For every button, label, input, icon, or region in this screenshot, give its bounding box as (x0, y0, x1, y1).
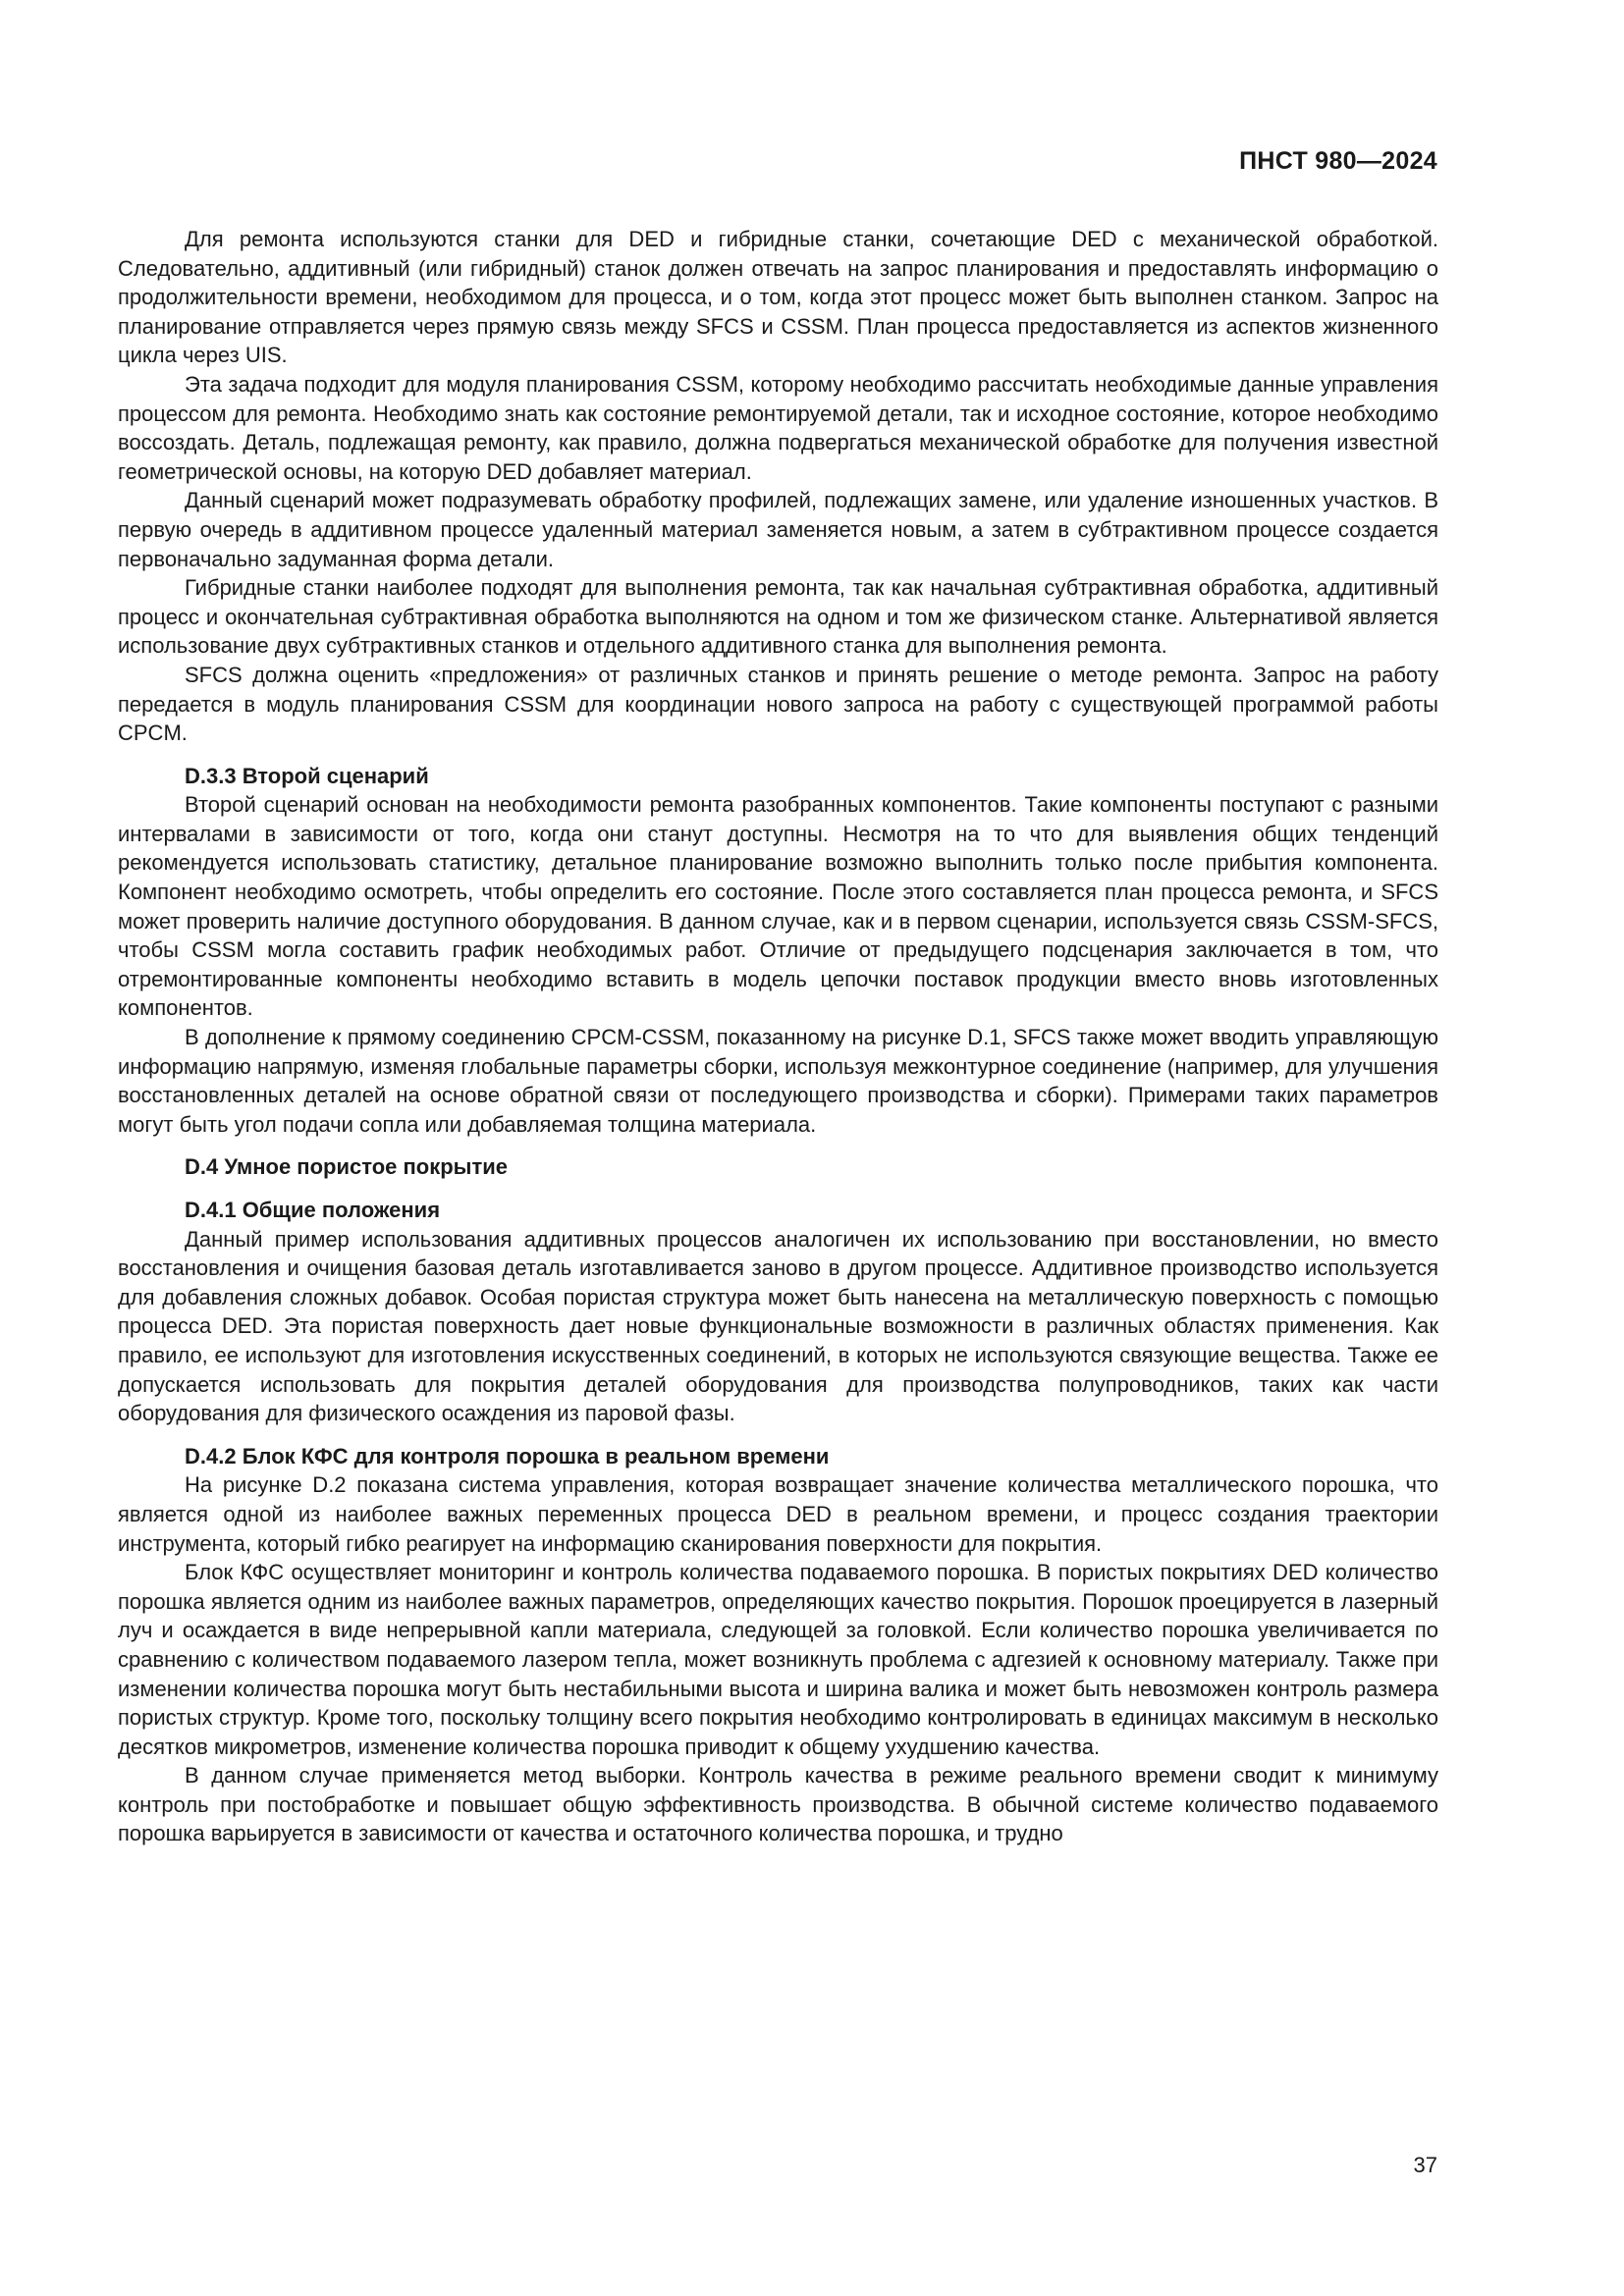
spacer (118, 1182, 1438, 1196)
paragraph: SFCS должна оценить «предложения» от различных станков и принять решение о методе ремонта. Запрос на работу передается в модуль планирования CSSM для координации нового запроса на работу с существующей программой работы CPCM. (118, 662, 1438, 746)
spacer (118, 1139, 1438, 1152)
page-number: 37 (1413, 2153, 1437, 2177)
section-heading-d41: D.4.1 Общие положения (185, 1198, 441, 1222)
page-content (118, 225, 1438, 1848)
paragraph: Второй сценарий основан на необходимости ремонта разобранных компонентов. Такие компоненты поступают с разными интервалами в зависимости от того, когда они станут доступны. Несмотря на то что для выявления общих тенденций рекомендуется использовать статистику, детальное планирование возможно выполнить только после прибытия компонента. Компонент необходимо осмотреть, чтобы определить его состояние. После этого составляется план процесса ремонта, и SFCS может проверить наличие доступного оборудования. В данном случае, как и в первом сценарии, используется связь CSSM-SFCS, чтобы CSSM могла составить график необходимых работ. Отличие от предыдущего подсценария заключается в том, что отремонтированные компоненты необходимо вставить в модель цепочки поставок продукции вместо вновь изготовленных компонентов. (118, 792, 1438, 1021)
paragraph: Блок КФС осуществляет мониторинг и контроль количества подаваемого порошка. В пористых покрытиях DED количество порошка является одним из наиболее важных параметров, определяющих качество покрытия. Порошок проецируется в лазерный луч и осаждается в виде непрерывной капли материала, следующей за головкой. Если количество порошка увеличивается по сравнению с количеством подаваемого лазером тепла, может возникнуть проблема с адгезией к основному материалу. Также при изменении количества порошка могут быть нестабильными высота и ширина валика и может быть невозможен контроль размера пористых структур. Кроме того, поскольку толщину всего покрытия необходимо контролировать в единицах максимум в несколько десятков микрометров, изменение количества порошка приводит к общему ухудшению качества. (118, 1560, 1438, 1759)
document-code: ПНСТ 980—2024 (1239, 147, 1437, 175)
section-heading-d42: D.4.2 Блок КФС для контроля порошка в реальном времени (185, 1443, 830, 1468)
paragraph: Данный сценарий может подразумевать обработку профилей, подлежащих замене, или удаление изношенных участков. В первую очередь в аддитивном процессе удаленный материал заменяется новым, а затем в субтрактивном процессе создается первоначально задуманная форма детали. (118, 488, 1438, 571)
paragraph: На рисунке D.2 показана система управления, которая возвращает значение количества металлического порошка, что является одной из наиболее важных переменных процесса DED в реальном времени, и процесс создания траектории инструмента, который гибко реагирует на информацию сканирования поверхности для покрытия. (118, 1472, 1438, 1556)
paragraph: В дополнение к прямому соединению CPCM-CSSM, показанному на рисунке D.1, SFCS также может вводить управляющую информацию напрямую, изменяя глобальные параметры сборки, используя межконтурное соединение (например, для улучшения восстановленных деталей на основе обратной связи от последующего производства и сборки). Примерами таких параметров могут быть угол подачи сопла или добавляемая толщина материала. (118, 1025, 1438, 1137)
paragraph: Эта задача подходит для модуля планирования CSSM, которому необходимо рассчитать необходимые данные управления процессом для ремонта. Необходимо знать как состояние ремонтируемой детали, так и исходное состояние, которое необходимо воссоздать. Деталь, подлежащая ремонту, как правило, должна подвергаться механической обработке для получения известной геометрической основы, на которую DED добавляет материал. (118, 371, 1438, 484)
section-heading-d4: D.4 Умное пористое покрытие (185, 1154, 508, 1180)
paragraph: Данный пример использования аддитивных процессов аналогичен их использованию при восстановлении, но вместо восстановления и очищения базовая деталь изготавливается заново в другом процессе. Аддитивное производство используется для добавления сложных добавок. Особая пористая структура может быть нанесена на металлическую поверхность с помощью процесса DED. Эта пористая поверхность дает новые функциональные возможности в различных областях применения. Как правило, ее используют для изготовления искусственных соединений, в которых не используются связующие вещества. Также ее допускается использовать для покрытия деталей оборудования для производства полупроводников, таких как части оборудования для физического осаждения из паровой фазы. (118, 1226, 1438, 1426)
spacer (118, 1428, 1438, 1442)
paragraph: В данном случае применяется метод выборки. Контроль качества в режиме реального времени сводит к минимуму контроль при постобработке и повышает общую эффективность производства. В обычной системе количество подаваемого порошка варьируется в зависимости от качества и остаточного количества порошка, и трудно (118, 1763, 1438, 1846)
spacer (118, 748, 1438, 762)
paragraph: Для ремонта используются станки для DED и гибридные станки, сочетающие DED с механической обработкой. Следовательно, аддитивный (или гибридный) станок должен отвечать на запрос планирования и предоставлять информацию о продолжительности времени, необходимом для процесса, и о том, когда этот процесс может быть выполнен станком. Запрос на планирование отправляется через прямую связь между SFCS и CSSM. План процесса предоставляется из аспектов жизненного цикла через UIS. (118, 227, 1438, 368)
paragraph: Гибридные станки наиболее подходят для выполнения ремонта, так как начальная субтрактивная обработка, аддитивный процесс и окончательная субтрактивная обработка выполняются на одном и том же физическом станке. Альтернативой является использование двух субтрактивных станков и отдельного аддитивного станка для выполнения ремонта. (118, 575, 1438, 659)
section-heading-d33: D.3.3 Второй сценарий (185, 763, 429, 788)
